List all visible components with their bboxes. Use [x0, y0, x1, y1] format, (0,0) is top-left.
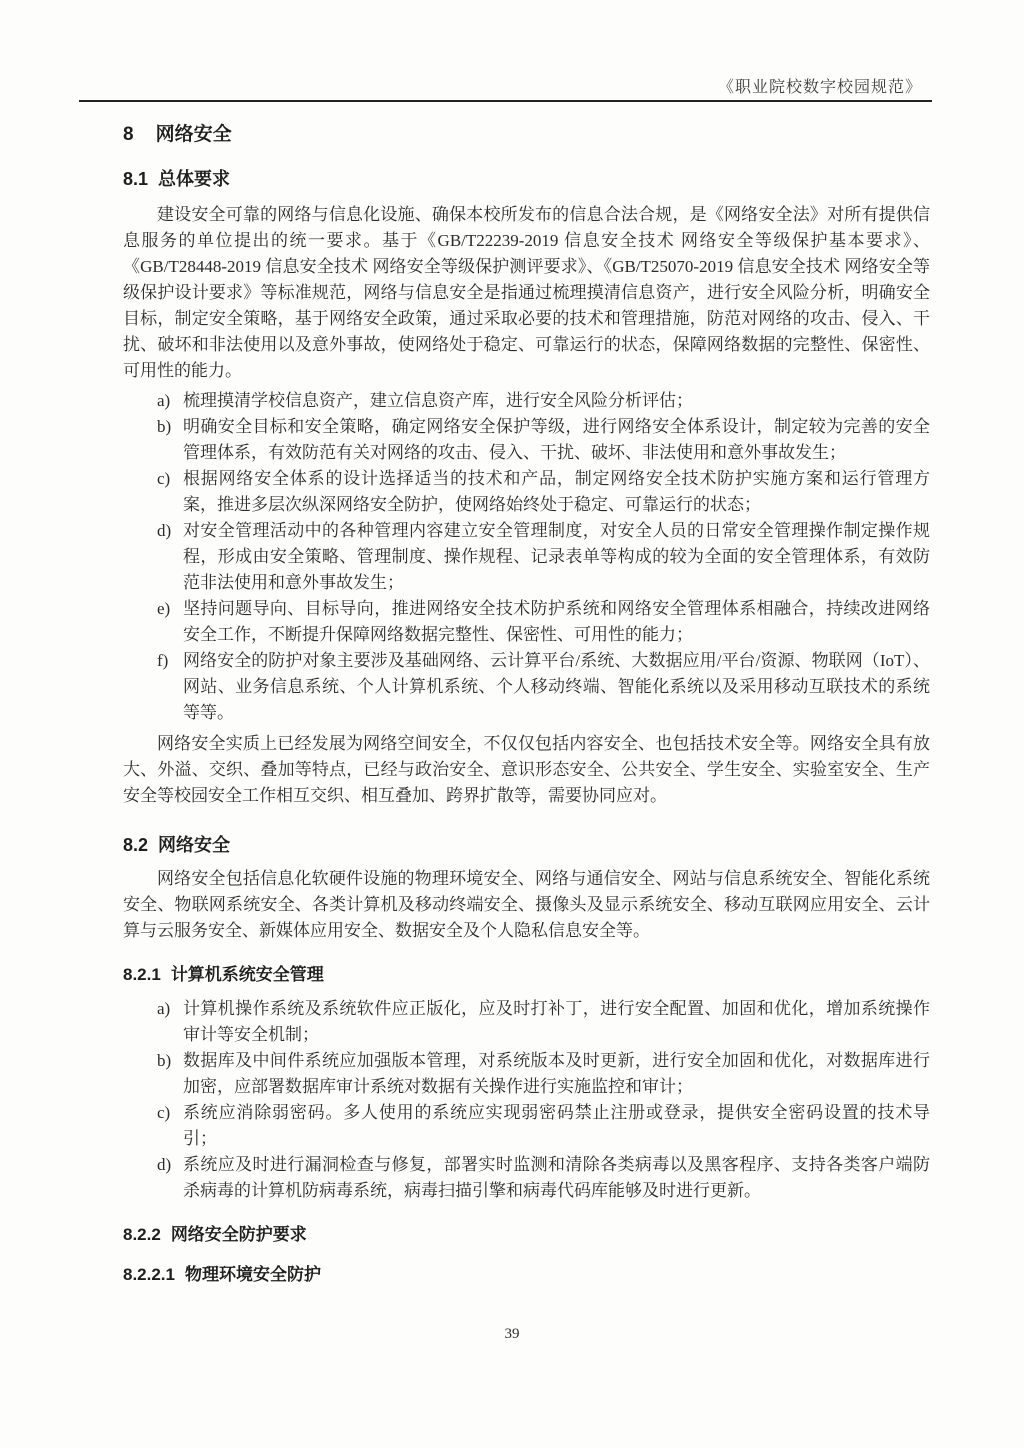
page-number: 39 — [504, 1326, 520, 1342]
list-item-marker: a) — [157, 391, 171, 410]
list-item — [157, 1100, 930, 1152]
list-item-text: 明确安全目标和安全策略，确定网络安全保护等级，进行网络安全体系设计，制定较为完善的安全管理体系，有效防范有关对网络的攻击、侵入、干扰、破坏、非法使用和意外事故发生； — [183, 417, 930, 462]
list-item-marker: d) — [157, 1155, 172, 1174]
section-number: 8 — [123, 124, 134, 145]
list-item — [157, 414, 930, 466]
list-item-marker: f) — [157, 651, 169, 670]
list-item-marker: c) — [157, 469, 171, 488]
paragraph-8-1-close: 网络安全实质上已经发展为网络空间安全，不仅仅包括内容安全、也包括技术安全等。网络安全具有放大、外溢、交织、叠加等特点，已经与政治安全、意识形态安全、公共安全、学生安全、实验室安全、生产安全等校园安全工作相互交织、相互叠加、跨界扩散等，需要协同应对。 — [123, 734, 930, 805]
list-item-marker: c) — [157, 1103, 171, 1122]
list-item-text: 对安全管理活动中的各种管理内容建立安全管理制度，对安全人员的日常安全管理操作制定操作规程，形成由安全策略、管理制度、操作规程、记录表单等构成的较为全面的安全管理体系，有效防范非法使用和意外事故发生； — [183, 521, 930, 592]
section-number: 8.2.1 — [123, 965, 161, 984]
list-item-text: 梳理摸清学校信息资产，建立信息资产库，进行安全风险分析评估； — [183, 391, 693, 410]
list-item-text: 数据库及中间件系统应加强版本管理，对系统版本及时更新，进行安全加固和优化，对数据库进行加密，应部署数据库审计系统对数据有关操作进行实施监控和审计； — [183, 1051, 930, 1096]
document-title: 《职业院校数字校园规范》 — [717, 79, 922, 96]
list-item-marker: a) — [157, 999, 171, 1018]
section-title: 网络安全 — [155, 124, 232, 145]
page-content — [123, 122, 930, 1286]
list-item — [157, 466, 930, 518]
list-item-text: 网络安全的防护对象主要涉及基础网络、云计算平台/系统、大数据应用/平台/资源、物联网（IoT）、网站、业务信息系统、个人计算机系统、个人移动终端、智能化系统以及采用移动互联技术的系统等等。 — [183, 651, 930, 722]
list-item — [157, 1152, 930, 1204]
section-heading-8-2 — [123, 833, 930, 857]
section-heading-8 — [123, 122, 930, 147]
list-8-2-1 — [157, 996, 930, 1204]
paragraph-8-1-intro: 建设安全可靠的网络与信息化设施、确保本校所发布的信息合法合规，是《网络安全法》对所有提供信息服务的单位提出的统一要求。基于《GB/T22239-2019 信息安全技术 网络安全等级保护基本要求》、《GB/T28448-2019 信息安全技术 网络安全等级保护测评要求》、《GB/T25070-2019 信息安全技术 网络安全等级保护设计要求》等标准规范，网络与信息安全是指通过梳理摸清信息资产，进行安全风险分析，明确安全目标，制定安全策略，基于网络安全政策，通过采取必要的技术和管理措施，防范对网络的攻击、侵入、干扰、破坏和非法使用以及意外事故，使网络处于稳定、可靠运行的状态，保障网络数据的完整性、保密性、可用性的能力。 — [123, 205, 930, 380]
list-item-text: 系统应及时进行漏洞检查与修复，部署实时监测和清除各类病毒以及黑客程序、支持各类客户端防杀病毒的计算机防病毒系统，病毒扫描引擎和病毒代码库能够及时进行更新。 — [183, 1155, 930, 1200]
list-item — [157, 996, 930, 1048]
section-title: 计算机系统安全管理 — [170, 965, 324, 984]
list-item-marker: b) — [157, 417, 172, 436]
list-item-marker: d) — [157, 521, 172, 540]
list-item — [157, 596, 930, 648]
section-title: 网络安全 — [158, 835, 231, 855]
list-item — [157, 388, 930, 414]
page-footer — [0, 1326, 1024, 1343]
section-title: 总体要求 — [158, 169, 231, 189]
list-item-marker: e) — [157, 599, 171, 618]
section-number: 8.1 — [123, 169, 149, 189]
section-heading-8-2-1 — [123, 964, 930, 986]
list-item-text: 根据网络安全体系的设计选择适当的技术和产品，制定网络安全技术防护实施方案和运行管理方案，推进多层次纵深网络安全防护，使网络始终处于稳定、可靠运行的状态； — [183, 469, 930, 514]
section-number: 8.2.2 — [123, 1225, 161, 1244]
list-item — [157, 518, 930, 596]
section-heading-8-1 — [123, 167, 930, 191]
list-item — [157, 1048, 930, 1100]
section-title: 物理环境安全防护 — [185, 1265, 321, 1284]
list-item — [157, 648, 930, 726]
section-heading-8-2-2-1 — [123, 1264, 930, 1286]
page-header — [79, 0, 932, 102]
list-item-text: 计算机操作系统及系统软件应正版化，应及时打补丁，进行安全配置、加固和优化，增加系统操作审计等安全机制； — [183, 999, 930, 1044]
section-title: 网络安全防护要求 — [170, 1225, 307, 1244]
section-number: 8.2.2.1 — [123, 1265, 175, 1284]
list-8-1 — [157, 388, 930, 726]
list-item-text: 系统应消除弱密码。多人使用的系统应实现弱密码禁止注册或登录，提供安全密码设置的技术导引； — [183, 1103, 930, 1148]
section-heading-8-2-2 — [123, 1224, 930, 1246]
section-number: 8.2 — [123, 835, 149, 855]
paragraph-8-2: 网络安全包括信息化软硬件设施的物理环境安全、网络与通信安全、网站与信息系统安全、智能化系统安全、物联网系统安全、各类计算机及移动终端安全、摄像头及显示系统安全、移动互联网应用安全、云计算与云服务安全、新媒体应用安全、数据安全及个人隐私信息安全等。 — [123, 869, 930, 940]
list-item-text: 坚持问题导向、目标导向，推进网络安全技术防护系统和网络安全管理体系相融合，持续改进网络安全工作，不断提升保障网络数据完整性、保密性、可用性的能力； — [183, 599, 930, 644]
list-item-marker: b) — [157, 1051, 172, 1070]
